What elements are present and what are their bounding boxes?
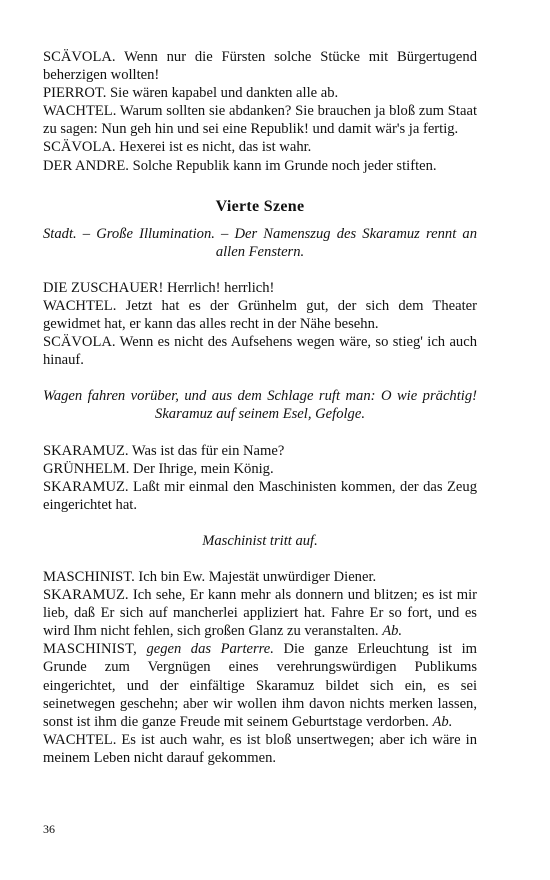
dialogue-line-zuschauer: DIE ZUSCHAUER! Herrlich! herrlich! xyxy=(43,279,275,296)
inline-stage-direction: gegen das Parterre. xyxy=(146,641,274,658)
page-number: 36 xyxy=(43,822,55,836)
dialogue-line-der-andre: DER ANDRE. Solche Republik kann im Grunde noch jeder stiften. xyxy=(43,157,437,174)
page-body xyxy=(43,48,477,767)
stage-direction-maschinist: Maschinist tritt auf. xyxy=(202,532,318,549)
spacer xyxy=(43,514,477,532)
dialogue-line-wachtel-2: WACHTEL. Jetzt hat es der Grünhelm gut, der sich dem Theater gewidmet hat, er kann das alles recht in der Nähe besehn. xyxy=(43,297,477,333)
dialogue-line-skaramuz-1: SKARAMUZ. Was ist das für ein Name? xyxy=(43,442,285,459)
dialogue-line-gruenhelm: GRÜNHELM. Der Ihrige, mein König. xyxy=(43,460,274,477)
speaker-name: MASCHINIST, xyxy=(43,641,137,658)
stage-direction-wagen: Wagen fahren vorüber, und aus dem Schlage ruft man: O wie prächtig! Skaramuz auf seinem Esel, Gefolge. xyxy=(43,388,477,423)
spacer xyxy=(43,261,477,279)
spacer xyxy=(43,369,477,387)
spacer xyxy=(43,424,477,442)
dialogue-line-pierrot: PIERROT. Sie wären kapabel und dankten alle ab. xyxy=(43,85,339,102)
dialogue-line-scaevola-2: SCÄVOLA. Hexerei ist es nicht, das ist wahr. xyxy=(43,139,312,156)
dialogue-line-maschinist-1: MASCHINIST. Ich bin Ew. Majestät unwürdiger Diener. xyxy=(43,568,377,585)
dialogue-line-wachtel-1: WACHTEL. Warum sollten sie abdanken? Sie brauchen ja bloß zum Staat zu sagen: Nun geh hin und sei eine Republik! und damit wär's ja fertig. xyxy=(43,103,477,138)
dialogue-line-maschinist-2 xyxy=(43,640,477,730)
dialogue-line-skaramuz-3 xyxy=(43,586,477,640)
scene-stage-direction: Stadt. – Große Illumination. – Der Namenszug des Skaramuz rennt an allen Fenstern. xyxy=(43,225,477,260)
dialogue-line-scaevola-1: SCÄVOLA. Wenn nur die Fürsten solche Stücke mit Bürgertugend beherzigen wollten! xyxy=(43,49,477,84)
dialogue-text: SKARAMUZ. Ich sehe, Er kann mehr als donnern und blitzen; es ist mir lieb, daß Er sich auf mancherlei appliziert hat. Fahre Er so fort, und es wird Ihm nicht fehlen, sich großen Glanz zu veranstalten. xyxy=(43,587,477,640)
exit-direction: Ab. xyxy=(382,623,403,640)
dialogue-line-skaramuz-2: SKARAMUZ. Laßt mir einmal den Maschinisten kommen, der das Zeug eingerichtet hat. xyxy=(43,478,477,513)
spacer xyxy=(43,550,477,568)
dialogue-text: Die ganze Erleuchtung ist im Grunde zum Vergnügen eines verehrungswürdigen Publikums eingerichtet, und der einfältige Skaramuz bildet sich ein, es sei seinetwegen geschehn; aber wir wollen ihm davon nichts merken lassen, sonst ist ihm die ganze Freude mit seinem Geburtstage verdorben. xyxy=(43,641,478,730)
dialogue-line-scaevola-3: SCÄVOLA. Wenn es nicht des Aufsehens wegen wäre, so stieg' ich auch hinauf. xyxy=(43,334,477,369)
scene-heading: Vierte Szene xyxy=(215,197,305,215)
exit-direction: Ab. xyxy=(432,713,453,730)
dialogue-line-wachtel-3: WACHTEL. Es ist auch wahr, es ist bloß unsertwegen; aber ich wäre in meinem Leben nicht darauf gekommen. xyxy=(43,731,477,766)
